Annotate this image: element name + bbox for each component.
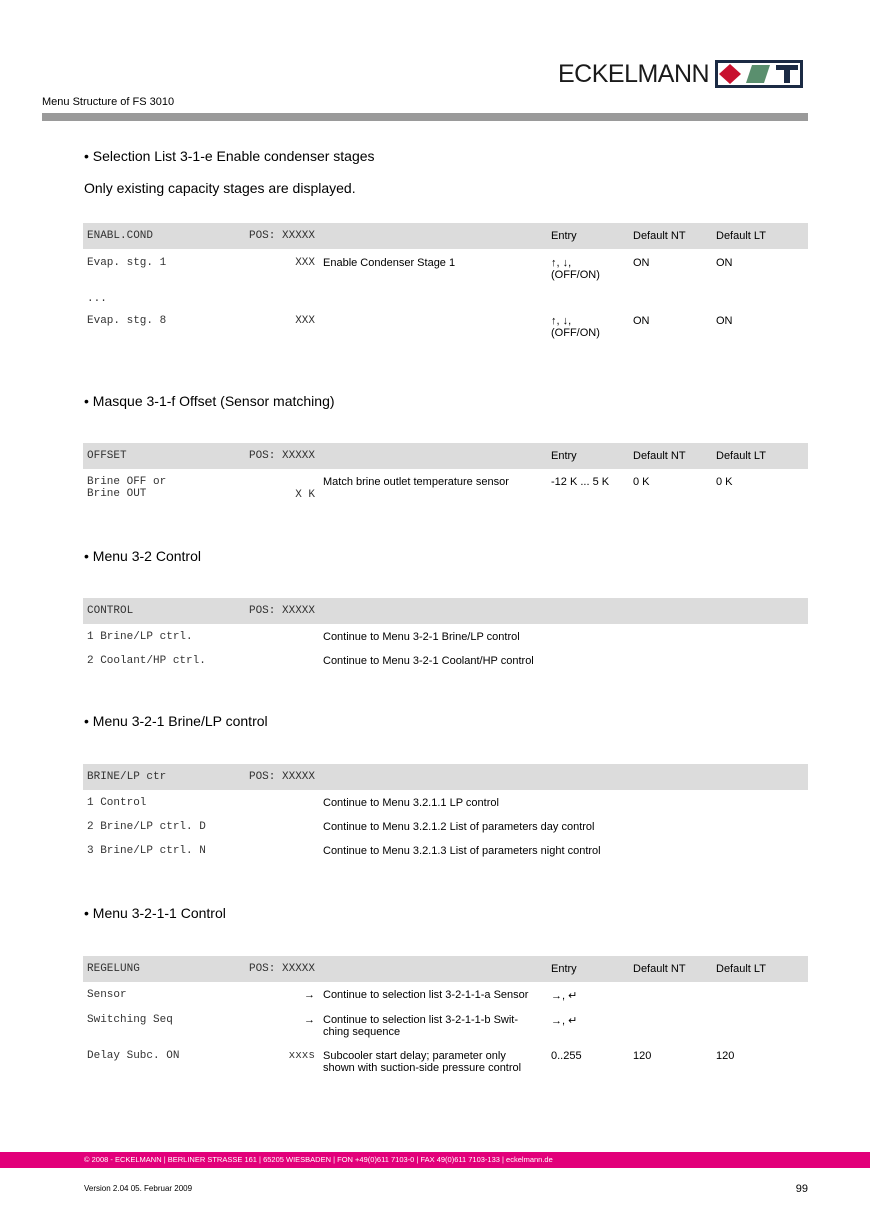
table-header-row: [83, 956, 808, 982]
param-entry: ↑, ↓, (OFF/ON): [551, 257, 600, 281]
footer-contact-text: © 2008 - ECKELMANN | BERLINER STRASSE 161 | 65205 WIESBADEN | FON +49(0)611 7103-0 | FAX 49(0)611 7103-133 | eckelmann.de: [84, 1155, 553, 1164]
logo-wordmark: ECKELMANN: [558, 60, 710, 88]
table-header-row: [83, 764, 808, 790]
default-lt-header: Default LT: [712, 443, 808, 469]
ellipsis-row: ...: [87, 293, 107, 305]
pos-label: POS: XXXXX: [241, 956, 319, 982]
param-description: Enable Condenser Stage 1: [323, 257, 456, 269]
param-description: Continue to selection list 3-2-1-1-b Swit- ching sequence: [323, 1014, 519, 1038]
menu-item: 3 Brine/LP ctrl. N: [87, 845, 206, 857]
table-regelung: [83, 956, 808, 1074]
menu-item-description: Continue to Menu 3.2.1.3 List of parameters night control: [323, 845, 601, 857]
table-row: [83, 249, 808, 281]
default-nt: 0 K: [633, 476, 650, 488]
section-title-regelung: • Menu 3-2-1-1 Control: [84, 905, 226, 921]
default-lt-header: Default LT: [712, 956, 808, 982]
default-lt: 120: [716, 1050, 735, 1062]
menu-item: 1 Control: [87, 797, 147, 809]
table-row: [83, 305, 808, 339]
table-row: [83, 624, 808, 643]
section-note: Only existing capacity stages are displayed.: [84, 180, 356, 196]
section-title-text: Masque 3-1-f Offset (Sensor matching): [92, 393, 335, 409]
pos-label: POS: XXXXX: [241, 598, 319, 624]
default-nt: 120: [633, 1050, 652, 1062]
param-description: [319, 305, 547, 339]
table-offset: [83, 443, 808, 501]
default-nt-header: Default NT: [629, 956, 712, 982]
param-entry: -12 K ... 5 K: [551, 476, 610, 488]
pos-label: POS: XXXXX: [241, 443, 319, 469]
menu-name: OFFSET: [83, 443, 241, 469]
menu-item: 2 Brine/LP ctrl. D: [87, 821, 206, 833]
section-title-control: • Menu 3-2 Control: [84, 548, 201, 564]
param-value: X K: [295, 489, 315, 501]
param-entry: ↑, ↓, (OFF/ON): [551, 315, 600, 339]
menu-name: REGELUNG: [83, 956, 241, 982]
table-row: [83, 1002, 808, 1038]
table-row: [83, 809, 808, 833]
table-header-row: [83, 223, 808, 249]
table-row: [83, 982, 808, 1002]
document-header-title: Menu Structure of FS 3010: [42, 96, 175, 108]
footer-contact-bar: [0, 1152, 870, 1168]
param-name: Evap. stg. 8: [87, 315, 167, 327]
table-brine-lp: [83, 764, 808, 857]
param-entry: →, ↵: [551, 1015, 578, 1027]
logo-shapes-icon: [718, 63, 800, 85]
param-name: Brine OFF or Brine OUT: [87, 476, 167, 500]
menu-item: 1 Brine/LP ctrl.: [87, 631, 193, 643]
menu-name: BRINE/LP ctr: [83, 764, 241, 790]
table-header-row: [83, 443, 808, 469]
arrow-right-icon: →: [304, 1014, 315, 1026]
header-rule: [42, 113, 808, 121]
param-name: Switching Seq: [87, 1014, 173, 1026]
default-nt-header: Default NT: [629, 223, 712, 249]
section-title-offset: • Masque 3-1-f Offset (Sensor matching): [84, 393, 335, 409]
table-header-row: [83, 598, 808, 624]
param-description: Subcooler start delay; parameter only shown with suction-side pressure control: [323, 1050, 522, 1074]
default-lt: 0 K: [716, 476, 733, 488]
param-description: Match brine outlet temperature sensor: [323, 476, 509, 488]
table-row: [83, 643, 808, 667]
arrow-right-icon: →: [304, 989, 315, 1001]
pos-label: POS: XXXXX: [241, 764, 319, 790]
param-name: Sensor: [87, 989, 127, 1001]
param-name: Delay Subc. ON: [87, 1050, 180, 1062]
menu-item: 2 Coolant/HP ctrl.: [87, 655, 206, 667]
entry-header: Entry: [547, 956, 629, 982]
version-label: Version 2.04 05. Februar 2009: [84, 1184, 193, 1193]
param-value: xxxs: [288, 1050, 315, 1062]
table-row: [83, 469, 808, 501]
eckelmann-logo: [558, 60, 803, 88]
param-name: Evap. stg. 1: [87, 257, 167, 269]
default-lt: ON: [716, 315, 733, 327]
default-nt: ON: [633, 315, 650, 327]
default-lt-header: Default LT: [712, 223, 808, 249]
section-title-text: Menu 3-2 Control: [92, 548, 201, 564]
entry-header: Entry: [547, 223, 629, 249]
table-row: [83, 281, 808, 305]
table-row: [83, 1038, 808, 1074]
section-title-enable-condenser: • Selection List 3-1-e Enable condenser stages: [84, 148, 375, 164]
pos-label: POS: XXXXX: [241, 223, 319, 249]
param-description: Continue to selection list 3-2-1-1-a Sensor: [323, 989, 529, 1001]
menu-item-description: Continue to Menu 3-2-1 Coolant/HP control: [323, 655, 534, 667]
menu-item-description: Continue to Menu 3-2-1 Brine/LP control: [323, 631, 520, 643]
default-lt: ON: [716, 257, 733, 269]
menu-item-description: Continue to Menu 3.2.1.1 LP control: [323, 797, 499, 809]
section-title-brine-lp: • Menu 3-2-1 Brine/LP control: [84, 713, 268, 729]
default-nt: ON: [633, 257, 650, 269]
param-value: XXX: [295, 257, 315, 269]
table-row: [83, 790, 808, 809]
table-row: [83, 833, 808, 857]
param-entry: 0..255: [551, 1050, 582, 1062]
page-number: 99: [795, 1183, 808, 1195]
table-enable-condenser: [83, 223, 808, 339]
entry-header: Entry: [547, 443, 629, 469]
param-value: XXX: [295, 315, 315, 327]
section-title-text: Selection List 3-1-e Enable condenser stages: [92, 148, 375, 164]
default-nt-header: Default NT: [629, 443, 712, 469]
section-title-text: Menu 3-2-1 Brine/LP control: [92, 713, 268, 729]
menu-name: CONTROL: [83, 598, 241, 624]
section-title-text: Menu 3-2-1-1 Control: [92, 905, 226, 921]
logo-mark-icon: [715, 60, 803, 88]
param-entry: →, ↵: [551, 990, 578, 1002]
menu-name: ENABL.COND: [83, 223, 241, 249]
menu-item-description: Continue to Menu 3.2.1.2 List of parameters day control: [323, 821, 595, 833]
table-control: [83, 598, 808, 667]
